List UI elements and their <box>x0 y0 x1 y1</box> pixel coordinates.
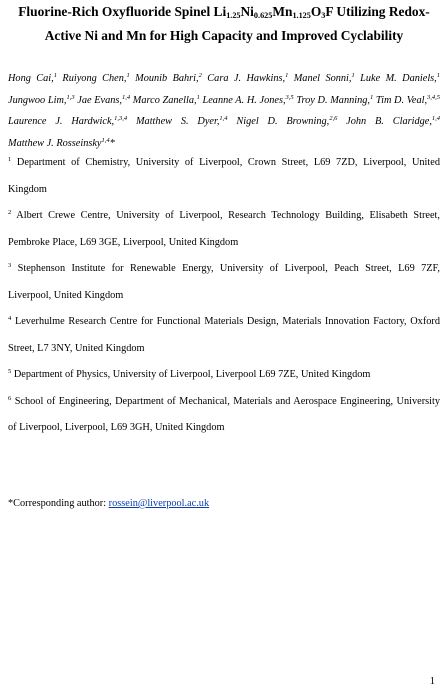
author-affiliation-marker: 2,6 <box>329 115 338 122</box>
author-affiliation-marker: 1,4 <box>431 115 441 122</box>
author-affiliation-marker: 1 <box>351 72 355 79</box>
author-affiliation-marker: 1 <box>369 93 374 101</box>
author-affiliation-marker: 1 <box>53 72 57 79</box>
affiliation <box>8 309 440 362</box>
affiliation-number: 6 <box>8 394 12 402</box>
author <box>296 95 373 106</box>
affiliation-number: 1 <box>8 156 12 163</box>
author-affiliation-marker: 1 <box>196 93 200 101</box>
affiliation <box>8 203 440 256</box>
author-name: Manel Sonni, <box>293 73 352 84</box>
author-name: Luke M. Daniels, <box>360 73 437 84</box>
author-name: Nigel D. Browning, <box>236 116 330 127</box>
author-affiliation-marker: 3,4,5 <box>427 93 441 101</box>
author-affiliation-marker: 1,3 <box>66 93 75 101</box>
affiliation-text: Stephenson Institute for Renewable Energy, University of Liverpool, Peach Street, L69 7ZF, Liverpool, United Kingdom <box>8 263 440 301</box>
corresponding-marker: * <box>109 137 115 149</box>
affiliation-text: Albert Crewe Centre, University of Liverpool, Research Technology Building, Elisabeth Street, Pembroke Place, L69 3GE, Liverpool, United Kingdom <box>8 210 440 248</box>
title-subscript: 3 <box>321 11 326 20</box>
author-name: Leanne A. H. Jones, <box>202 94 286 106</box>
author-name: Tim D. Veal, <box>375 94 428 106</box>
affiliation-text: School of Engineering, Department of Mechanical, Materials and Aerospace Engineering, University of Liverpool, Liverpool, L69 3GH, United Kingdom <box>8 395 440 433</box>
corresponding-author-email-link[interactable]: rossein@liverpool.ac.uk <box>108 498 210 509</box>
affiliation-list <box>8 150 440 442</box>
author-affiliation-marker: 1 <box>436 72 441 79</box>
author-name: Marco Zanella, <box>132 94 197 106</box>
affiliation-number: 2 <box>8 209 12 216</box>
affiliation-text: Leverhulme Research Centre for Functional Materials Design, Materials Innovation Factory, Oxford Street, L7 3NY, United Kingdom <box>8 316 440 354</box>
author <box>376 95 440 106</box>
title-text: Fluorine-Rich Oxyfluoride Spinel Li <box>18 4 227 19</box>
author <box>360 73 440 84</box>
author <box>346 116 440 127</box>
author-name: Matthew J. Rosseinsky <box>8 137 102 149</box>
affiliation-number: 5 <box>8 368 12 375</box>
author-affiliation-marker: 3,5 <box>285 93 294 101</box>
author <box>294 73 355 84</box>
affiliation <box>8 150 440 203</box>
affiliation-text: Department of Physics, University of Liverpool, Liverpool L69 7ZE, United Kingdom <box>13 369 371 380</box>
author-affiliation-marker: 1,4 <box>101 136 110 144</box>
author-affiliation-marker: 1 <box>126 72 130 79</box>
author <box>8 73 57 84</box>
title-text: Mn <box>272 4 293 19</box>
title-subscript: 1.25 <box>226 11 241 20</box>
title-text: F Utilizing Redox-Active Ni and Mn for High Capacity and Improved Cyclability <box>44 4 430 43</box>
author <box>8 95 75 106</box>
paper-title <box>8 0 440 48</box>
affiliation-number: 3 <box>8 262 12 269</box>
author-name: Jungwoo Lim, <box>8 94 67 106</box>
affiliation-number: 4 <box>8 315 12 322</box>
author-name: Cara J. Hawkins, <box>207 73 286 84</box>
author <box>62 73 129 84</box>
corresponding-author <box>8 494 440 514</box>
author <box>135 73 202 84</box>
author <box>8 116 127 127</box>
author-affiliation-marker: 1,4 <box>121 93 131 101</box>
page-number: 1 <box>429 676 435 687</box>
author <box>133 95 200 106</box>
author <box>8 138 115 149</box>
author-name: Hong Cai, <box>8 73 54 84</box>
title-subscript: 0.625 <box>253 11 273 20</box>
author <box>236 116 337 127</box>
author-name: Matthew S. Dyer, <box>135 116 220 127</box>
title-text: Ni <box>240 4 254 19</box>
author-name: Troy D. Manning, <box>296 94 370 106</box>
author <box>77 95 130 106</box>
affiliation-text: Department of Chemistry, University of Liverpool, Crown Street, L69 7ZD, Liverpool, United Kingdom <box>8 157 440 195</box>
author-name: Ruiyong Chen, <box>62 73 127 84</box>
author-name: John B. Claridge, <box>346 116 432 127</box>
author-name: Mounib Bahri, <box>135 73 199 84</box>
author-name: Laurence J. Hardwick, <box>8 116 115 127</box>
author <box>136 116 228 127</box>
affiliation <box>8 256 440 309</box>
affiliation <box>8 362 440 389</box>
author-affiliation-marker: 2 <box>198 72 202 79</box>
affiliation <box>8 389 440 442</box>
title-subscript: 1.125 <box>292 11 311 20</box>
author-list <box>8 68 440 154</box>
corresponding-author-label: *Corresponding author: <box>8 498 109 509</box>
author <box>207 73 288 84</box>
author-affiliation-marker: 1 <box>285 72 289 79</box>
title-text: O <box>310 4 322 19</box>
author-affiliation-marker: 1,4 <box>219 115 228 122</box>
author-affiliation-marker: 1,3,4 <box>114 115 128 122</box>
author-name: Jae Evans, <box>77 94 122 106</box>
author <box>203 95 294 106</box>
